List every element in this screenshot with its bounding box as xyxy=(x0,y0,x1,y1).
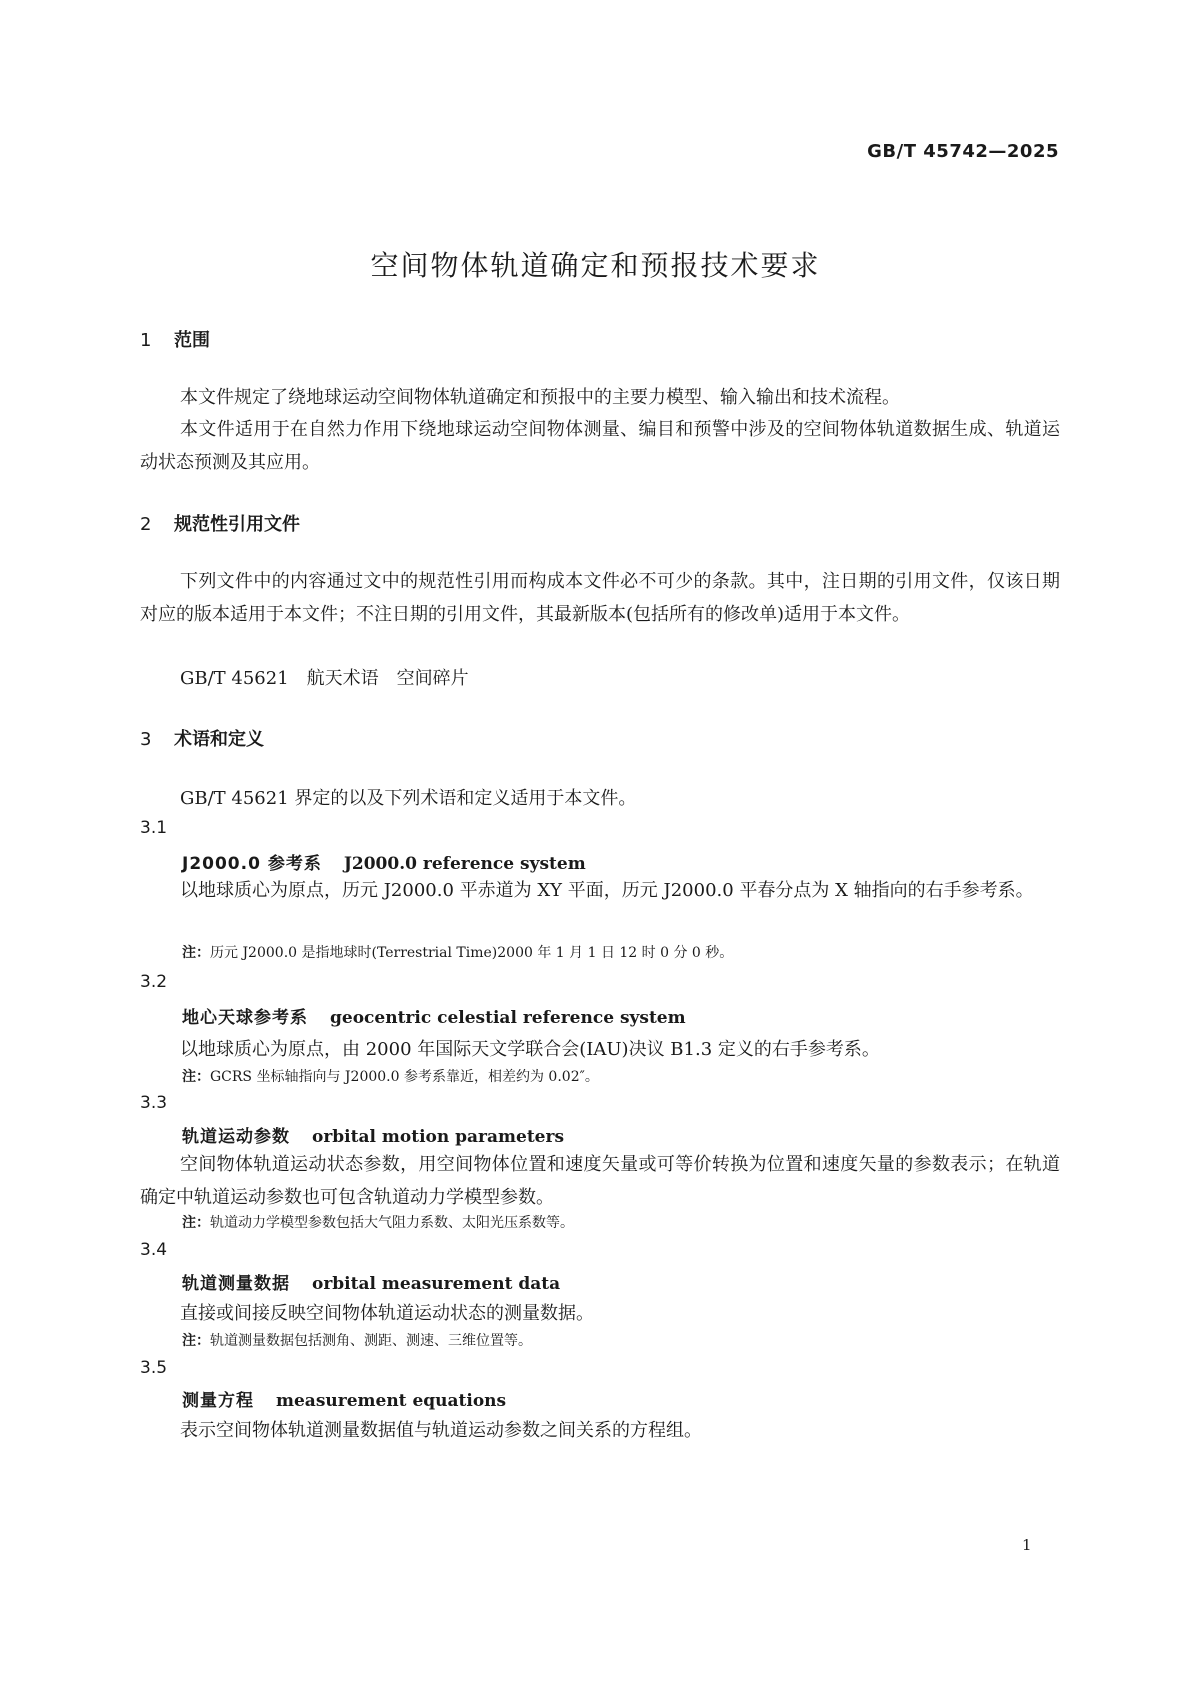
term-number: 3.4 xyxy=(140,1240,168,1260)
section-3-heading xyxy=(140,725,264,751)
term-number: 3.2 xyxy=(140,972,168,992)
note-text: 轨道测量数据包括测角、测距、测速、三维位置等。 xyxy=(210,1333,532,1349)
term-note xyxy=(182,1212,574,1232)
term-number: 3.1 xyxy=(140,818,168,838)
note-label: 注： xyxy=(182,1333,210,1349)
section-2-paragraph: 下列文件中的内容通过文中的规范性引用而构成本文件必不可少的条款。其中，注日期的引用文件，仅该日期对应的版本适用于本文件；不注日期的引用文件，其最新版本(包括所有的修改单)适用于本文件。 xyxy=(140,571,1060,625)
term-definition: 以地球质心为原点，历元 J2000.0 平赤道为 XY 平面，历元 J2000.0 平春分点为 X 轴指向的右手参考系。 xyxy=(180,880,1034,901)
note-label: 注： xyxy=(182,1069,210,1085)
document-code: GB/T 45742—2025 xyxy=(867,141,1059,162)
term-en: geocentric celestial reference system xyxy=(330,1008,686,1028)
section-title: 术语和定义 xyxy=(174,729,264,750)
term-note xyxy=(182,1330,532,1350)
section-3-intro: GB/T 45621 界定的以及下列术语和定义适用于本文件。 xyxy=(180,788,637,809)
term-number: 3.5 xyxy=(140,1358,168,1378)
section-title: 规范性引用文件 xyxy=(174,514,300,535)
term-zh: 轨道运动参数 xyxy=(182,1127,290,1147)
section-2-heading xyxy=(140,510,300,536)
section-1-heading xyxy=(140,326,210,352)
term-heading xyxy=(182,1386,506,1411)
term-zh: 地心天球参考系 xyxy=(182,1008,308,1028)
term-note xyxy=(182,1066,599,1086)
term-en: orbital measurement data xyxy=(312,1274,561,1294)
note-text: 历元 J2000.0 是指地球时(Terrestrial Time)2000 年 1 月 1 日 12 时 0 分 0 秒。 xyxy=(210,945,734,961)
term-heading xyxy=(182,1003,686,1028)
term-zh: 测量方程 xyxy=(182,1391,254,1411)
term-en: J2000.0 reference system xyxy=(343,854,586,874)
note-label: 注： xyxy=(182,1215,210,1231)
term-heading xyxy=(182,1122,564,1147)
term-definition: 表示空间物体轨道测量数据值与轨道运动参数之间关系的方程组。 xyxy=(180,1420,702,1441)
normative-reference: GB/T 45621 航天术语 空间碎片 xyxy=(180,668,469,689)
term-heading xyxy=(182,849,586,874)
section-1-paragraph-1: 本文件规定了绕地球运动空间物体轨道确定和预报中的主要力模型、输入输出和技术流程。 xyxy=(180,387,900,408)
note-text: 轨道动力学模型参数包括大气阻力系数、太阳光压系数等。 xyxy=(210,1215,574,1231)
page-number: 1 xyxy=(1022,1536,1032,1554)
section-number: 2 xyxy=(140,514,152,535)
section-1-paragraph-2: 本文件适用于在自然力作用下绕地球运动空间物体测量、编目和预警中涉及的空间物体轨道数据生成、轨道运动状态预测及其应用。 xyxy=(140,419,1060,473)
term-heading xyxy=(182,1269,560,1294)
section-number: 1 xyxy=(140,330,152,351)
term-en: measurement equations xyxy=(276,1391,507,1411)
section-number: 3 xyxy=(140,729,152,750)
document-title: 空间物体轨道确定和预报技术要求 xyxy=(370,249,821,282)
note-text: GCRS 坐标轴指向与 J2000.0 参考系靠近，相差约为 0.02″。 xyxy=(210,1069,599,1085)
term-definition: 直接或间接反映空间物体轨道运动状态的测量数据。 xyxy=(180,1303,594,1324)
term-definition: 以地球质心为原点，由 2000 年国际天文学联合会(IAU)决议 B1.3 定义的右手参考系。 xyxy=(180,1039,880,1060)
term-zh: J2000.0 参考系 xyxy=(182,854,322,874)
term-zh: 轨道测量数据 xyxy=(182,1274,290,1294)
term-note xyxy=(182,942,733,962)
term-definition: 空间物体轨道运动状态参数，用空间物体位置和速度矢量或可等价转换为位置和速度矢量的参数表示；在轨道确定中轨道运动参数也可包含轨道动力学模型参数。 xyxy=(140,1154,1060,1208)
section-title: 范围 xyxy=(174,330,210,351)
term-number: 3.3 xyxy=(140,1093,168,1113)
term-en: orbital motion parameters xyxy=(312,1127,565,1147)
note-label: 注： xyxy=(182,945,210,961)
